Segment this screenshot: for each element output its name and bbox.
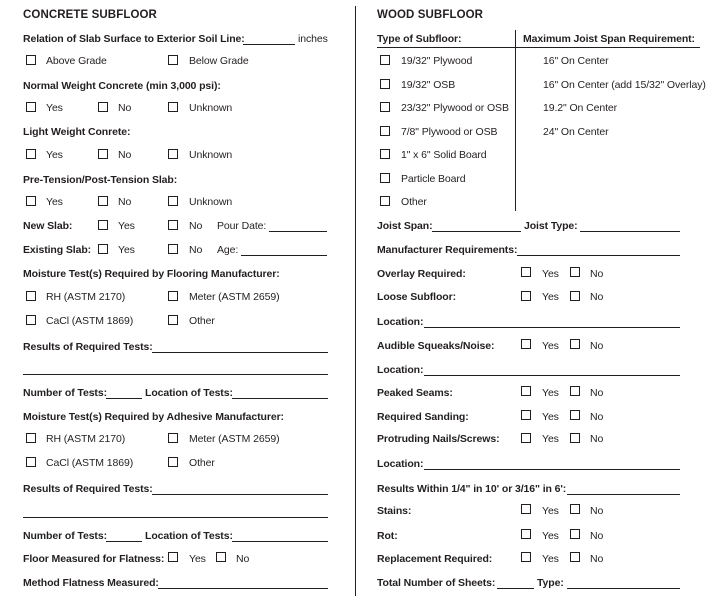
floor-number-tests-label: Number of Tests: xyxy=(23,387,107,399)
loose-label: Loose Subfloor: xyxy=(377,291,456,303)
loose-no-label: No xyxy=(590,291,604,303)
type-checkbox[interactable] xyxy=(380,126,390,136)
adhesive-results-label: Results of Required Tests: xyxy=(23,483,153,495)
flatness-method-input[interactable] xyxy=(158,588,328,589)
normal-weight-unknown-label: Unknown xyxy=(189,102,233,114)
floor-meter-checkbox[interactable] xyxy=(168,291,178,301)
overlay-yes-checkbox[interactable] xyxy=(521,267,531,277)
sheet-type-label: Type: xyxy=(537,577,564,589)
total-sheets-input[interactable] xyxy=(497,588,534,589)
rot-no-label: No xyxy=(590,530,604,542)
overlay-label: Overlay Required: xyxy=(377,268,466,280)
age-input[interactable] xyxy=(241,255,327,256)
joist-type-label: Joist Type: xyxy=(524,220,578,232)
stains-yes-checkbox[interactable] xyxy=(521,504,531,514)
adhesive-rh-checkbox[interactable] xyxy=(26,433,36,443)
new-slab-yes-label: Yes xyxy=(118,220,135,232)
overlay-no-checkbox[interactable] xyxy=(570,267,580,277)
existing-slab-label: Existing Slab: xyxy=(23,244,92,256)
adhesive-results-input-2[interactable] xyxy=(23,517,328,518)
column-divider xyxy=(355,6,356,596)
floor-results-label: Results of Required Tests: xyxy=(23,341,153,353)
flatness-yes-checkbox[interactable] xyxy=(168,552,178,562)
loose-no-checkbox[interactable] xyxy=(570,291,580,301)
squeaks-yes-label: Yes xyxy=(542,340,559,352)
replacement-yes-checkbox[interactable] xyxy=(521,552,531,562)
sanding-yes-checkbox[interactable] xyxy=(521,410,531,420)
type-table-rule xyxy=(377,47,700,48)
floor-location-tests-label: Location of Tests: xyxy=(145,387,233,399)
sanding-label: Required Sanding: xyxy=(377,411,469,423)
floor-other-label: Other xyxy=(189,315,215,327)
tension-no-checkbox[interactable] xyxy=(98,196,108,206)
relation-input[interactable] xyxy=(243,44,295,45)
light-weight-label: Light Weight Conrete: xyxy=(23,126,131,138)
age-label: Age: xyxy=(217,244,239,256)
flatness-no-label: No xyxy=(236,553,250,565)
squeaks-location-label: Location: xyxy=(377,364,424,376)
type-table-divider xyxy=(515,30,516,211)
existing-slab-no-label: No xyxy=(189,244,203,256)
existing-slab-yes-checkbox[interactable] xyxy=(98,244,108,254)
relation-label: Relation of Slab Surface to Exterior Soil Line: xyxy=(23,33,245,45)
type-label: 7/8" Plywood or OSB xyxy=(401,126,498,138)
light-weight-yes-label: Yes xyxy=(46,149,63,161)
sheet-type-input[interactable] xyxy=(567,588,680,589)
total-sheets-label: Total Number of Sheets: xyxy=(377,577,496,589)
floor-other-checkbox[interactable] xyxy=(168,315,178,325)
manufacturer-req-input[interactable] xyxy=(517,255,680,256)
above-grade-label: Above Grade xyxy=(46,55,107,67)
nails-location-label: Location: xyxy=(377,458,424,470)
peaked-yes-label: Yes xyxy=(542,387,559,399)
type-label: Particle Board xyxy=(401,173,466,185)
normal-weight-no-checkbox[interactable] xyxy=(98,102,108,112)
tension-label: Pre-Tension/Post-Tension Slab: xyxy=(23,174,178,186)
type-checkbox[interactable] xyxy=(380,55,390,65)
nails-yes-label: Yes xyxy=(542,433,559,445)
rot-yes-checkbox[interactable] xyxy=(521,529,531,539)
light-weight-yes-checkbox[interactable] xyxy=(26,149,36,159)
normal-weight-unknown-checkbox[interactable] xyxy=(168,102,178,112)
replacement-label: Replacement Required: xyxy=(377,553,493,565)
existing-slab-yes-label: Yes xyxy=(118,244,135,256)
replacement-no-label: No xyxy=(590,553,604,565)
new-slab-label: New Slab: xyxy=(23,220,73,232)
type-header: Type of Subfloor: xyxy=(377,33,462,45)
adhesive-cacl-label: CaCl (ASTM 1869) xyxy=(46,457,134,469)
adhesive-location-tests-input[interactable] xyxy=(232,541,328,542)
tension-unknown-checkbox[interactable] xyxy=(168,196,178,206)
light-weight-no-label: No xyxy=(118,149,132,161)
flatness-yes-label: Yes xyxy=(189,553,206,565)
nails-location-input[interactable] xyxy=(424,469,680,470)
concrete-title: CONCRETE SUBFLOOR xyxy=(23,9,157,21)
floor-results-input[interactable] xyxy=(152,352,328,353)
squeaks-yes-checkbox[interactable] xyxy=(521,339,531,349)
normal-weight-yes-checkbox[interactable] xyxy=(26,102,36,112)
relation-unit: inches xyxy=(298,33,328,45)
peaked-no-checkbox[interactable] xyxy=(570,386,580,396)
flatness-label: Floor Measured for Flatness: xyxy=(23,553,165,565)
joist-span-input[interactable] xyxy=(432,231,521,232)
type-checkbox[interactable] xyxy=(380,173,390,183)
adhesive-other-label: Other xyxy=(189,457,215,469)
squeaks-no-label: No xyxy=(590,340,604,352)
adhesive-other-checkbox[interactable] xyxy=(168,457,178,467)
loose-yes-label: Yes xyxy=(542,291,559,303)
type-span: 16" On Center xyxy=(543,55,609,67)
type-label: 1" x 6" Solid Board xyxy=(401,149,487,161)
rot-label: Rot: xyxy=(377,530,398,542)
overlay-yes-label: Yes xyxy=(542,268,559,280)
floor-cacl-label: CaCl (ASTM 1869) xyxy=(46,315,134,327)
nails-yes-checkbox[interactable] xyxy=(521,433,531,443)
light-weight-unknown-checkbox[interactable] xyxy=(168,149,178,159)
replacement-yes-label: Yes xyxy=(542,553,559,565)
adhesive-meter-checkbox[interactable] xyxy=(168,433,178,443)
normal-weight-no-label: No xyxy=(118,102,132,114)
sanding-yes-label: Yes xyxy=(542,411,559,423)
tension-no-label: No xyxy=(118,196,132,208)
type-label: 23/32" Plywood or OSB xyxy=(401,102,509,114)
floor-rh-label: RH (ASTM 2170) xyxy=(46,291,126,303)
floor-number-tests-input[interactable] xyxy=(106,398,142,399)
rot-no-checkbox[interactable] xyxy=(570,529,580,539)
type-label: 19/32" OSB xyxy=(401,79,456,91)
nails-label: Protruding Nails/Screws: xyxy=(377,433,500,445)
nails-no-label: No xyxy=(590,433,604,445)
stains-no-checkbox[interactable] xyxy=(570,504,580,514)
adhesive-number-tests-input[interactable] xyxy=(106,541,142,542)
adhesive-cacl-checkbox[interactable] xyxy=(26,457,36,467)
new-slab-yes-checkbox[interactable] xyxy=(98,220,108,230)
adhesive-location-tests-label: Location of Tests: xyxy=(145,530,233,542)
adhesive-rh-label: RH (ASTM 2170) xyxy=(46,433,126,445)
squeaks-label: Audible Squeaks/Noise: xyxy=(377,340,495,352)
tension-yes-label: Yes xyxy=(46,196,63,208)
below-grade-checkbox[interactable] xyxy=(168,55,178,65)
type-label: 19/32" Plywood xyxy=(401,55,473,67)
nails-no-checkbox[interactable] xyxy=(570,433,580,443)
joist-type-input[interactable] xyxy=(580,231,680,232)
peaked-no-label: No xyxy=(590,387,604,399)
adhesive-number-tests-label: Number of Tests: xyxy=(23,530,107,542)
type-span: 19.2" On Center xyxy=(543,102,618,114)
joist-span-label: Joist Span: xyxy=(377,220,433,232)
pour-date-label: Pour Date: xyxy=(217,220,267,232)
pour-date-input[interactable] xyxy=(269,231,327,232)
loose-location-input[interactable] xyxy=(424,327,680,328)
type-label: Other xyxy=(401,196,427,208)
floor-location-tests-input[interactable] xyxy=(232,398,328,399)
overlay-no-label: No xyxy=(590,268,604,280)
type-checkbox[interactable] xyxy=(380,196,390,206)
wood-title: WOOD SUBFLOOR xyxy=(377,9,484,21)
new-slab-no-label: No xyxy=(189,220,203,232)
existing-slab-no-checkbox[interactable] xyxy=(168,244,178,254)
floor-cacl-checkbox[interactable] xyxy=(26,315,36,325)
light-weight-no-checkbox[interactable] xyxy=(98,149,108,159)
type-checkbox[interactable] xyxy=(380,79,390,89)
tension-unknown-label: Unknown xyxy=(189,196,233,208)
normal-weight-yes-label: Yes xyxy=(46,102,63,114)
sanding-no-checkbox[interactable] xyxy=(570,410,580,420)
span-header: Maximum Joist Span Requirement: xyxy=(523,33,695,45)
sanding-no-label: No xyxy=(590,411,604,423)
above-grade-checkbox[interactable] xyxy=(26,55,36,65)
rot-yes-label: Yes xyxy=(542,530,559,542)
adhesive-meter-label: Meter (ASTM 2659) xyxy=(189,433,280,445)
stains-yes-label: Yes xyxy=(542,505,559,517)
light-weight-unknown-label: Unknown xyxy=(189,149,233,161)
type-checkbox[interactable] xyxy=(380,149,390,159)
stains-label: Stains: xyxy=(377,505,412,517)
floor-rh-checkbox[interactable] xyxy=(26,291,36,301)
peaked-yes-checkbox[interactable] xyxy=(521,386,531,396)
results-within-input[interactable] xyxy=(567,494,680,495)
squeaks-no-checkbox[interactable] xyxy=(570,339,580,349)
type-checkbox[interactable] xyxy=(380,102,390,112)
adhesive-results-input[interactable] xyxy=(152,494,328,495)
loose-location-label: Location: xyxy=(377,316,424,328)
manufacturer-req-label: Manufacturer Requirements: xyxy=(377,244,518,256)
moisture-floor-label: Moisture Test(s) Required by Flooring Manufacturer: xyxy=(23,268,280,280)
peaked-label: Peaked Seams: xyxy=(377,387,453,399)
type-span: 24" On Center xyxy=(543,126,609,138)
loose-yes-checkbox[interactable] xyxy=(521,291,531,301)
moisture-adhesive-label: Moisture Test(s) Required by Adhesive Manufacturer: xyxy=(23,411,284,423)
replacement-no-checkbox[interactable] xyxy=(570,552,580,562)
new-slab-no-checkbox[interactable] xyxy=(168,220,178,230)
squeaks-location-input[interactable] xyxy=(424,375,680,376)
floor-meter-label: Meter (ASTM 2659) xyxy=(189,291,280,303)
floor-results-input-2[interactable] xyxy=(23,374,328,375)
flatness-no-checkbox[interactable] xyxy=(216,552,226,562)
type-span: 16" On Center (add 15/32" Overlay) xyxy=(543,79,706,91)
tension-yes-checkbox[interactable] xyxy=(26,196,36,206)
results-within-label: Results Within 1/4" in 10' or 3/16" in 6': xyxy=(377,483,567,495)
stains-no-label: No xyxy=(590,505,604,517)
normal-weight-label: Normal Weight Concrete (min 3,000 psi): xyxy=(23,80,221,92)
below-grade-label: Below Grade xyxy=(189,55,249,67)
flatness-method-label: Method Flatness Measured: xyxy=(23,577,159,589)
